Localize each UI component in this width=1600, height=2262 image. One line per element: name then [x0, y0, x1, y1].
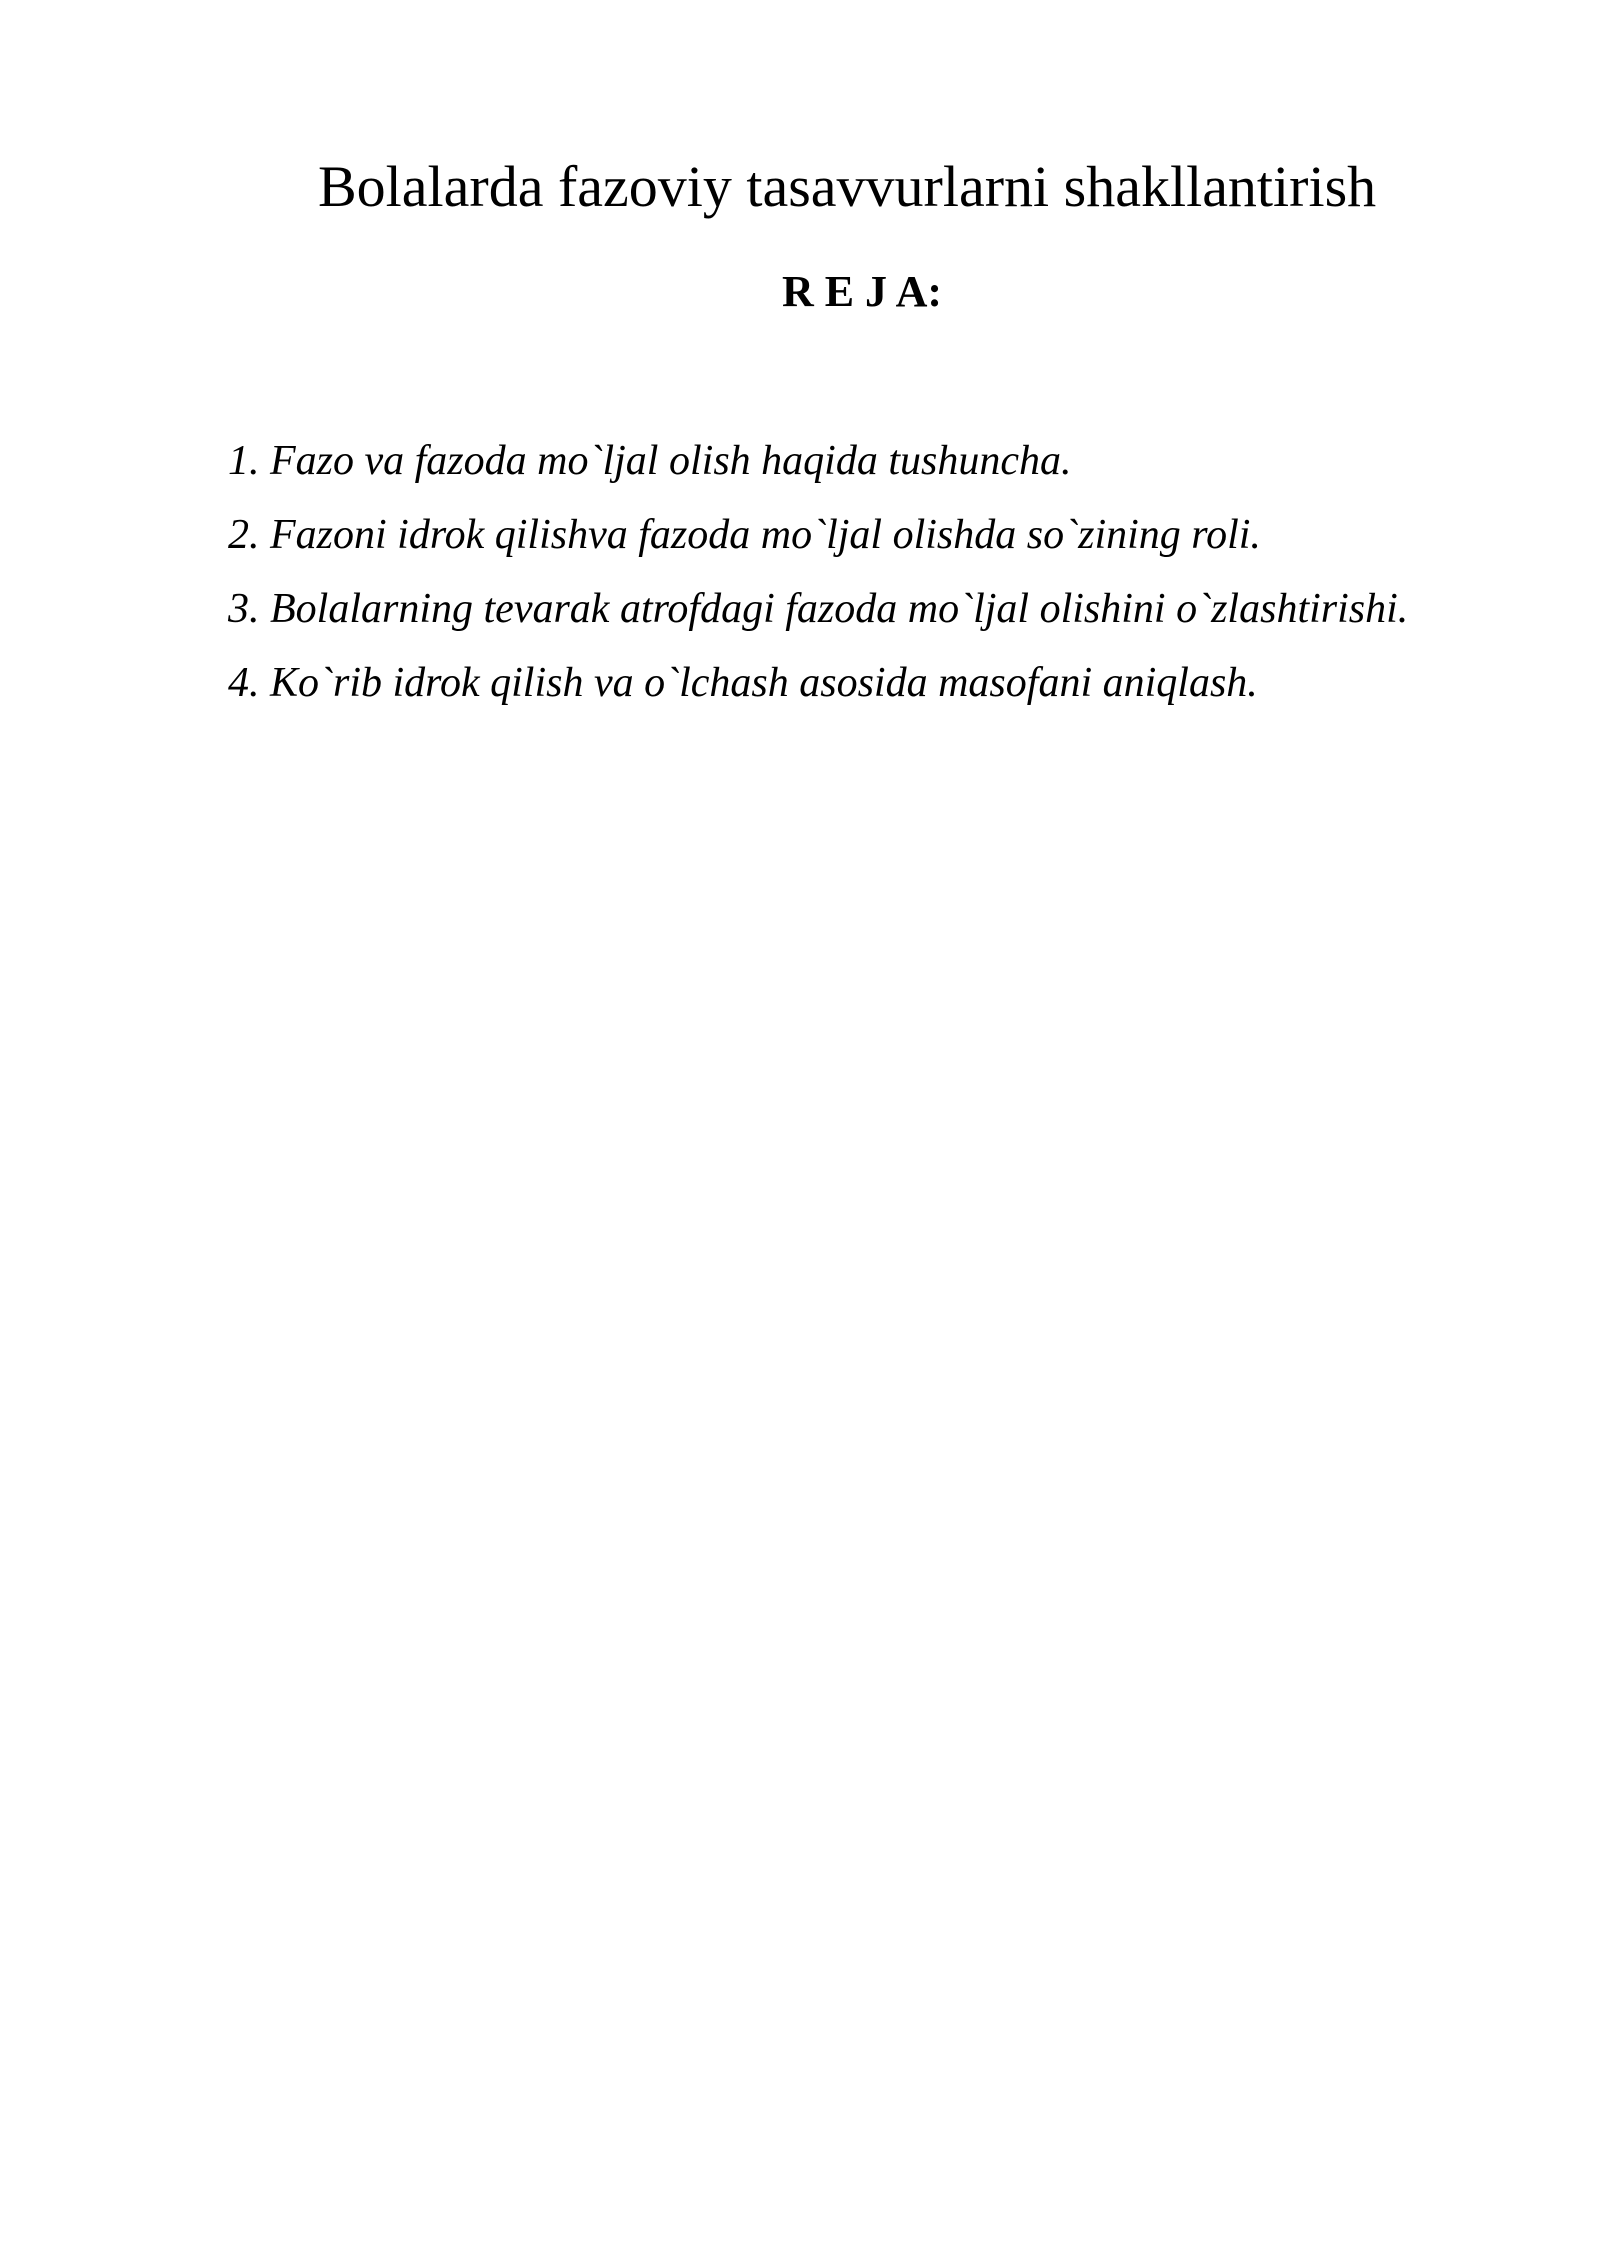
plan-heading: R E J A:	[781, 267, 943, 316]
plan-list	[228, 424, 1568, 720]
plan-item-1: 1. Fazo va fazoda mo`ljal olish haqida tushuncha.	[228, 438, 1072, 484]
plan-item-4: 4. Ko`rib idrok qilish va o`lchash asosida masofani aniqlash.	[228, 660, 1258, 706]
plan-item-2: 2. Fazoni idrok qilishva fazoda mo`ljal olishda so`zining roli.	[228, 512, 1261, 558]
document-title: Bolalarda fazoviy tasavvurlarni shakllantirish	[318, 154, 1377, 219]
plan-item-3: 3. Bolalarning tevarak atrofdagi fazoda mo`ljal olishini o`zlashtirishi.	[228, 586, 1409, 632]
